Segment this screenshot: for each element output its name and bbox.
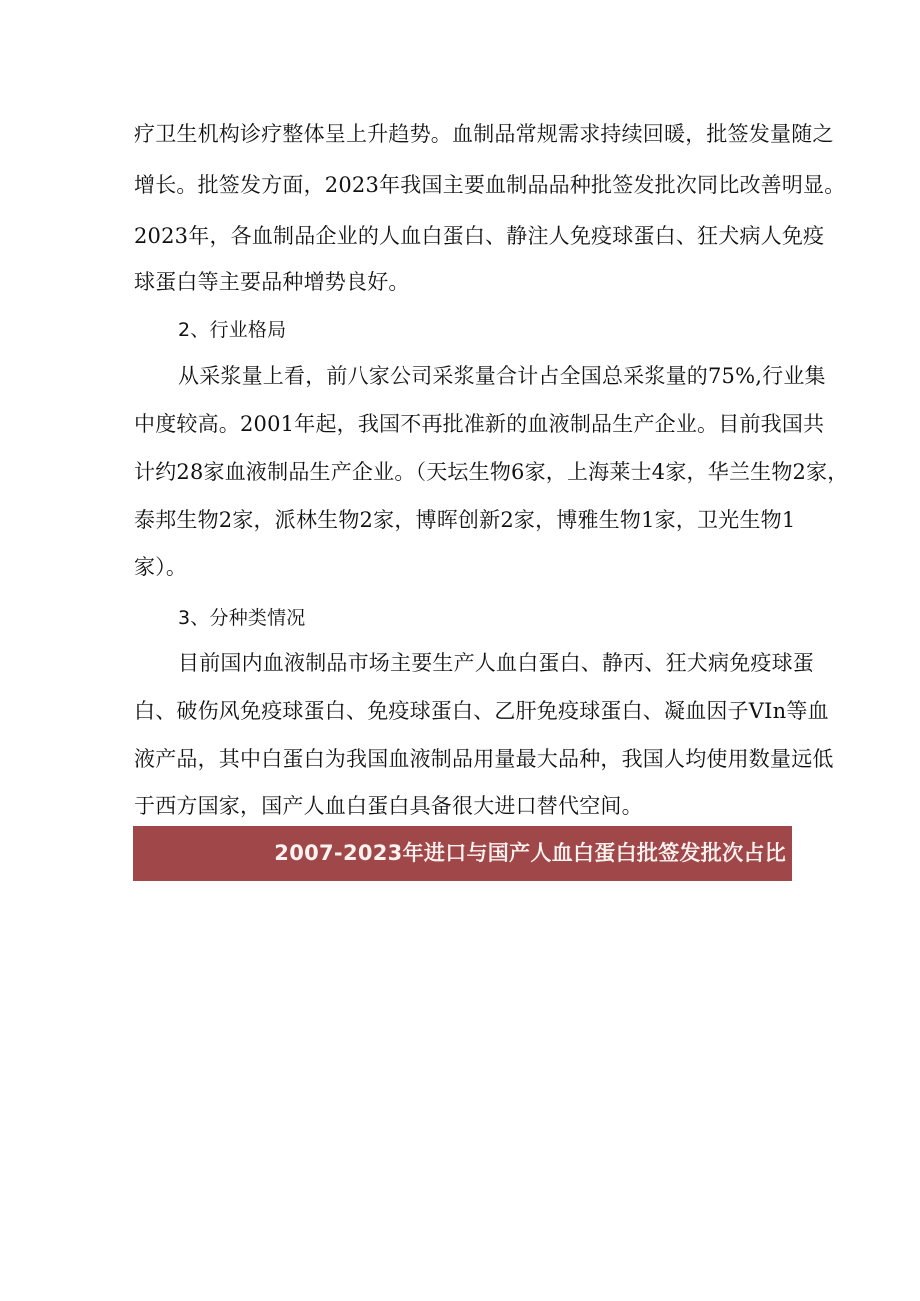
paragraph-3-line-3: 液产品，其中白蛋白为我国血液制品用量最大品种，我国人均使用数量远低	[134, 747, 834, 771]
paragraph-3-line-1: 目前国内血液制品市场主要生产人血白蛋白、静丙、狂犬病免疫球蛋	[178, 651, 814, 675]
figure-title: 2007-2023年进口与国产人血白蛋白批签发批次占比	[274, 841, 786, 865]
paragraph-2-line-5: 家）。	[134, 555, 188, 579]
paragraph-2-line-4: 泰邦生物2家，派林生物2家，博晖创新2家，博雅生物1家，卫光生物1	[134, 508, 796, 532]
section-heading-industry-structure: 2、行业格局	[178, 319, 287, 341]
paragraph-1-line-2: 增长。批签发方面，2023年我国主要血制品品种批签发批次同比改善明显。	[134, 173, 846, 197]
paragraph-3-line-4: 于西方国家，国产人血白蛋白具备很大进口替代空间。	[134, 794, 643, 818]
paragraph-1-line-1: 疗卫生机构诊疗整体呈上升趋势。血制品常规需求持续回暖，批签发量随之	[134, 122, 834, 146]
section-heading-by-category: 3、分种类情况	[178, 607, 306, 629]
figure-title-banner	[133, 826, 792, 881]
paragraph-3-line-2: 白、破伤风免疫球蛋白、免疫球蛋白、乙肝免疫球蛋白、凝血因子VIn等血	[134, 699, 829, 723]
paragraph-2-line-3: 计约28家血液制品生产企业。（天坛生物6家，上海莱士4家，华兰生物2家，	[134, 460, 849, 484]
paragraph-2-line-2: 中度较高。2001年起，我国不再批准新的血液制品生产企业。目前我国共	[134, 412, 825, 436]
paragraph-1-line-4: 球蛋白等主要品种增势良好。	[134, 270, 410, 294]
paragraph-2-line-1: 从采浆量上看，前八家公司采浆量合计占全国总采浆量的75%,行业集	[178, 364, 826, 388]
paragraph-1-line-3: 2023年，各血制品企业的人血白蛋白、静注人免疫球蛋白、狂犬病人免疫	[134, 224, 825, 248]
